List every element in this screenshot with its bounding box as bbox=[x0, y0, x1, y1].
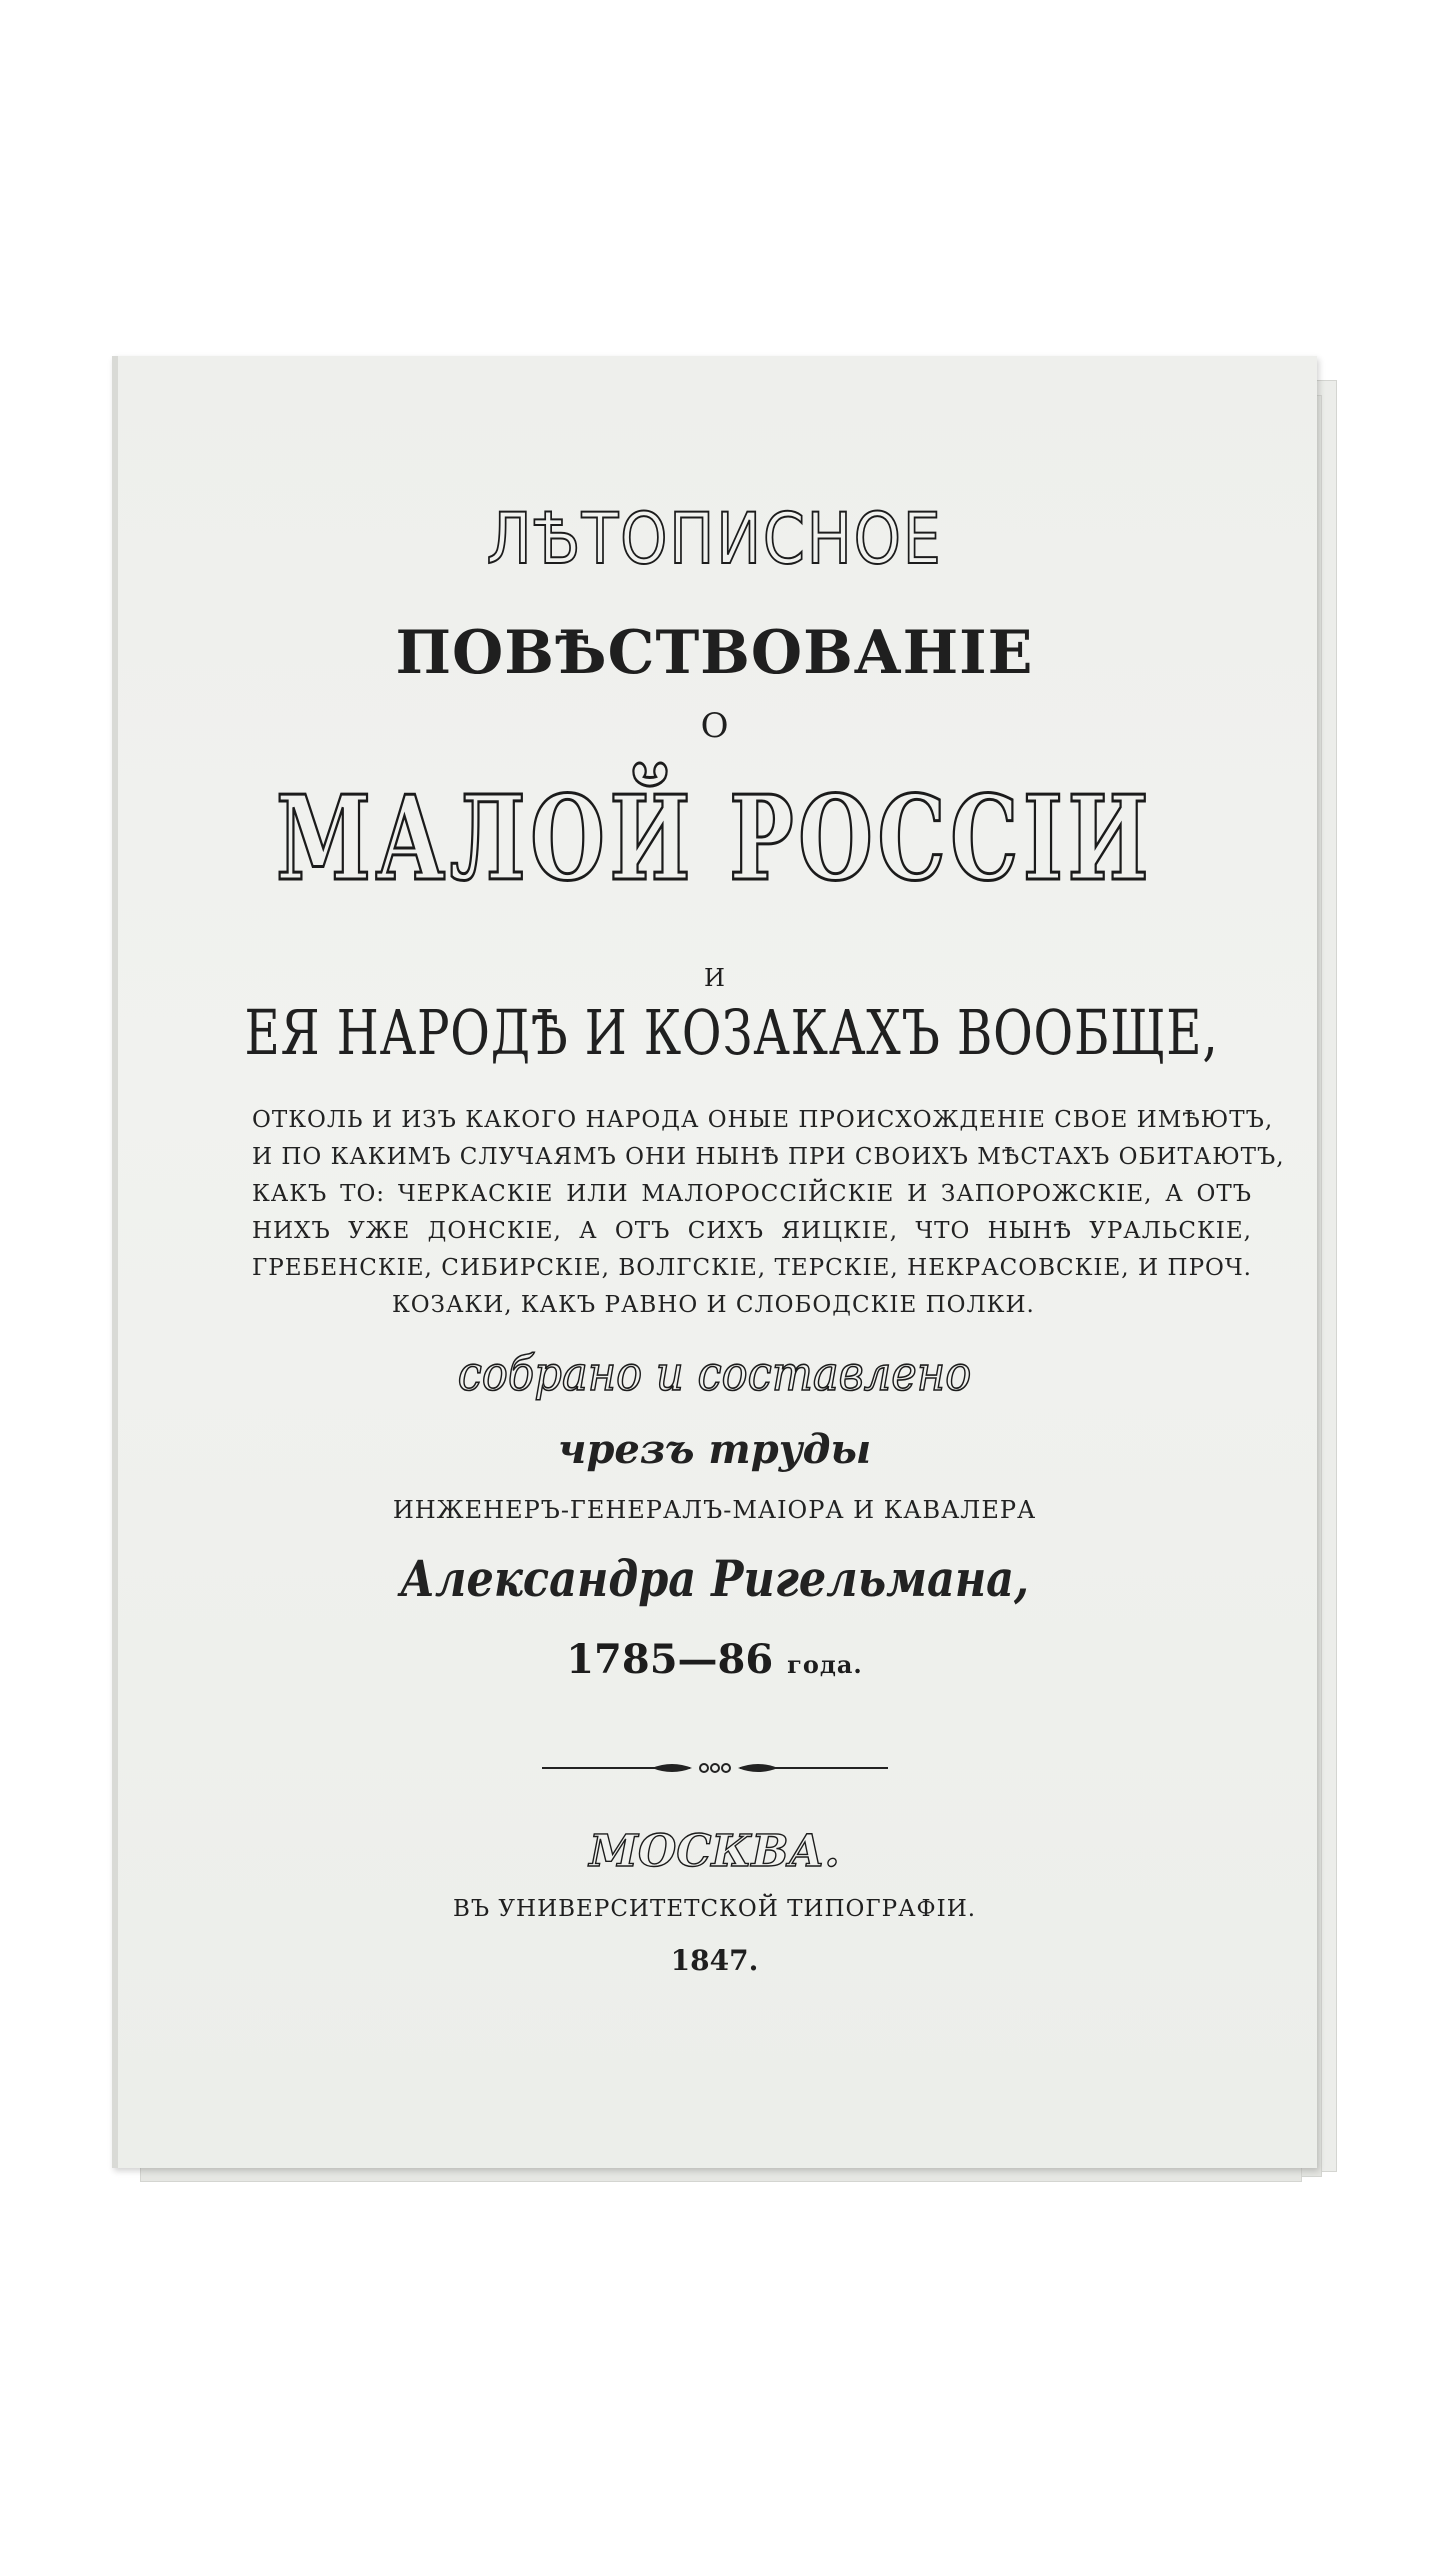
author-name: Александра Ригельмана, bbox=[399, 1549, 1030, 1608]
imprint-city: МОСКВА. bbox=[589, 1826, 840, 1877]
title-line-o: О bbox=[700, 706, 729, 746]
years-suffix: года. bbox=[787, 1650, 863, 1679]
through-line: чрезъ труды bbox=[557, 1426, 872, 1473]
title-line-letopisnoe: ЛѢТОПИСНОЕ bbox=[486, 498, 943, 580]
subtitle-line: ОТКОЛЬ И ИЗЪ КАКОГО НАРОДА ОНЫЕ ПРОИСХОЖДЕНІЕ СВОЕ ИМѢЮТЪ, bbox=[252, 1107, 1274, 1133]
subtitle-line: ГРЕБЕНСКІЕ, СИБИРСКІЕ, ВОЛГСКІЕ, ТЕРСКІЕ, НЕКРАСОВСКІЕ, И ПРОЧ. bbox=[252, 1255, 1252, 1281]
title-line-i: И bbox=[704, 964, 725, 992]
years-value: 1785—86 bbox=[566, 1636, 774, 1683]
subtitle-line: НИХЪ УЖЕ ДОНСКІЕ, А ОТЪ СИХЪ ЯИЦКІЕ, ЧТО НЫНѢ УРАЛЬСКІЕ, bbox=[252, 1218, 1252, 1244]
title-page bbox=[112, 356, 1317, 2168]
subtitle-line: КОЗАКИ, КАКЪ РАВНО И СЛОБОДСКІЕ ПОЛКИ. bbox=[392, 1292, 1035, 1318]
collected-line: собрано и составлено bbox=[457, 1346, 972, 1402]
subtitle-line: КАКЪ ТО: ЧЕРКАСКІЕ ИЛИ МАЛОРОССІЙСКІЕ И ЗАПОРОЖСКІЕ, А ОТЪ bbox=[252, 1181, 1252, 1207]
title-line-eya-narode: ЕЯ НАРОДѢ И КОЗАКАХЪ ВООБЩЕ, bbox=[244, 996, 1219, 1069]
subtitle-paragraph bbox=[252, 1102, 1285, 1324]
title-line-maloi-rossii: МАЛОЙ РОССІИ bbox=[275, 771, 1154, 907]
ornament-divider bbox=[112, 1756, 1317, 1780]
years-line bbox=[112, 1636, 1317, 1683]
imprint-year: 1847. bbox=[670, 1944, 759, 1977]
subtitle-line: И ПО КАКИМЪ СЛУЧАЯМЪ ОНИ НЫНѢ ПРИ СВОИХЪ МѢСТАХЪ ОБИТАЮТЪ, bbox=[252, 1144, 1285, 1170]
author-rank-line: ИНЖЕНЕРЪ-ГЕНЕРАЛЪ-МАІОРА И КАВАЛЕРА bbox=[392, 1496, 1037, 1524]
title-line-povestvovanie: ПОВѢСТВОВАНІЕ bbox=[395, 618, 1034, 688]
imprint-press: ВЪ УНИВЕРСИТЕТСКОЙ ТИПОГРАФІИ. bbox=[452, 1896, 977, 1922]
